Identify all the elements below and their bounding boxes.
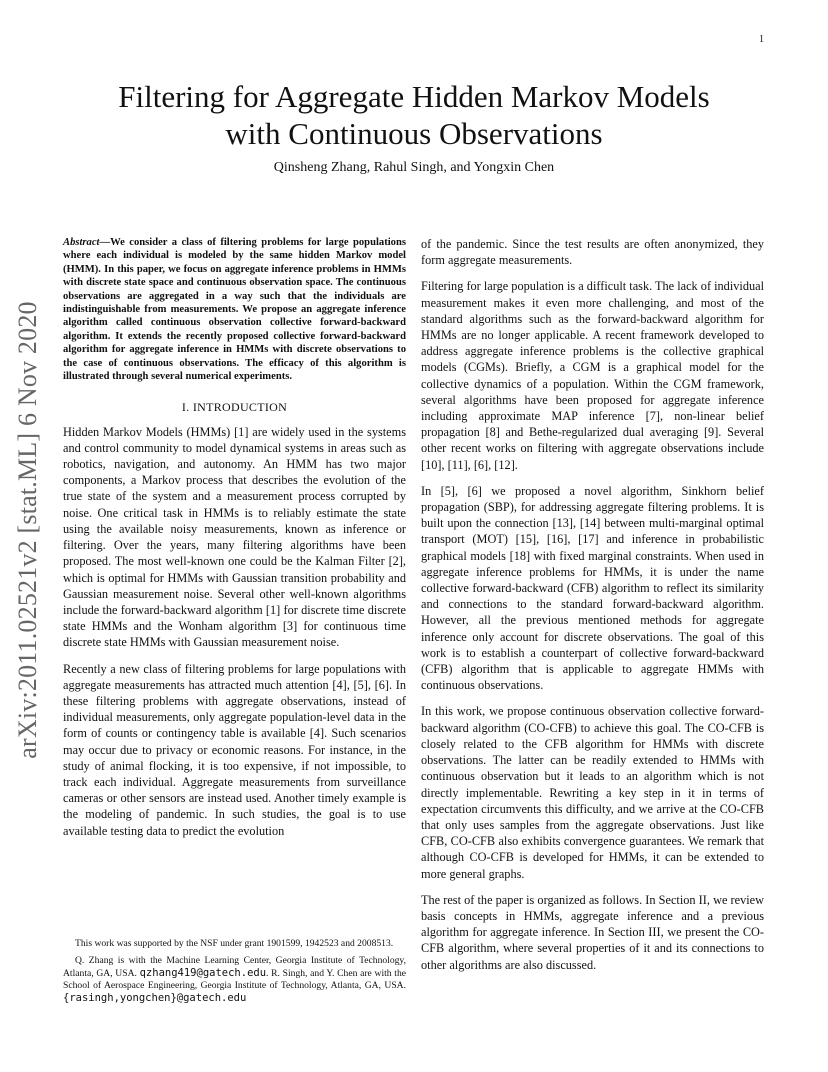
paragraph: The rest of the paper is organized as follows. In Section II, we review basis concepts in HMMs, aggregate inference and a previous algorithm for aggregate inference. In Section III, we present the CO-CFB algorithm, where several properties of it and its connections to other algorithms are also discussed.	[421, 892, 764, 972]
paper-title-line-2: with Continuous Observations	[225, 116, 603, 151]
section-title-rest: NTRODUCTION	[197, 400, 288, 415]
arxiv-identifier	[2, 280, 54, 780]
page-number: 1	[759, 34, 764, 45]
paragraph: In [5], [6] we proposed a novel algorithm, Sinkhorn belief propagation (SBP), for addressing aggregate filtering problems. It is built upon the connection [13], [14] between multi-marginal optimal transport (MOT) [15], [16], [17] and inference in probabilistic graphical models [18] with fixed marginal constraints. When used in aggregate inference problems for HMMs, it is under the name collective forward-backward (CFB) algorithm to reflect its similarity and connections to the standard forward-backward algorithm. However, all the previous mentioned methods for aggregate inference only account for discrete observations. The goal of this work is to establish a counterpart of collective forward-backward (CFB) algorithm that is applicable to aggregate HMMs with continuous observations.	[421, 483, 764, 693]
paragraph: Recently a new class of filtering problems for large populations with aggregate measurements has attracted much attention [4], [5], [6]. In these filtering problems with aggregate observations, instead of individual measurements, only aggregate population-level data in the form of counts or contingency table is available [4]. Such scenarios may occur due to privacy or economic reasons. For instance, in the study of animal flocking, it is too expensive, if not impossible, to track each individual. Aggregate measurements from surveillance cameras or other sensors are instead used. Another timely example is the modeling of pandemic. In such studies, the goal is to use available testing data to predict the evolution	[63, 661, 406, 838]
left-column	[63, 236, 406, 849]
abstract-text: —We consider a class of filtering problems for large populations where each individual is modeled by the same hidden Markov model (HMM). In this paper, we focus on aggregate inference problems in HMMs with discrete state space and continuous observation space. The continuous observations are aggregated in a way such that the individuals are indistinguishable from measurements. We propose an aggregate inference algorithm called continuous observation collective forward-backward algorithm. It extends the recently proposed collective forward-backward algorithm for aggregate inference in HMMs with discrete observations to the case of continuous observations. The efficacy of this algorithm is illustrated through several numerical experiments.	[63, 237, 406, 383]
paragraph: In this work, we propose continuous observation collective forward-backward algorithm (CO-CFB) to achieve this goal. The CO-CFB is closely related to the CFB algorithm for HMMs with discrete observations. The latter can be readily extended to HMMs with continuous observation but it leads to an algorithm which is not directly implementable. Rewriting a key step in it in terms of expectation circumvents this difficulty, and we arrive at the CO-CFB that only uses samples from the aggregate observations. Just like CFB, CO-CFB also exhibits convergence guarantees. We remark that although CO-CFB is developed for HMMs, it can be extended to more general graphs.	[421, 704, 764, 881]
affiliation-text-1: Q. Zhang is with the Machine Learning Center, Georgia Institute of Technology, Atlanta, GA, USA.	[63, 955, 406, 979]
paragraph: Filtering for large population is a difficult task. The lack of individual measurement makes it even more challenging, and most of the standard algorithms such as the forward-backward algorithm for HMMs are no longer applicable. A recent framework developed to address aggregate inference problems is the collective graphical models (CGMs). Briefly, a CGM is a graphical model for the collective dynamics of a population. Within the CGM framework, several algorithms have been proposed for aggregate inference including approximate MAP inference [7], non-linear belief propagation [8] and Bethe-regularized dual averaging [9]. Several other recent works on filtering with aggregate observations include [10], [11], [6], [12].	[421, 279, 764, 472]
email-link-singh-chen[interactable]: {rasingh,yongchen}@gatech.edu	[63, 992, 247, 1004]
paragraph: of the pandemic. Since the test results are often anonymized, they form aggregate measurements.	[421, 237, 764, 268]
section-heading-introduction	[63, 399, 406, 415]
right-column	[421, 236, 764, 983]
section-number: I.	[181, 400, 193, 415]
paragraph: Hidden Markov Models (HMMs) [1] are widely used in the systems and control community to model dynamical systems in areas such as robotics, navigation, and autonomy. An HMM has two major components, a Markov process that describes the evolution of the true state of the system and a measurement process corrupted by noise. One critical task in HMMs is to reliably estimate the state using the available noisy measurements, known as inference or filtering. Over the years, many filtering algorithms have been proposed. The most well-known one could be the Kalman Filter [2], which is optimal for HMMs with Gaussian transition probability and Gaussian measurement noise. Several other well-known algorithms include the forward-backward algorithm [1] for discrete time discrete state HMMs and the Wonham algorithm [3] for continuous time discrete state HMMs with Gaussian measurement noise.	[63, 424, 406, 650]
affiliation-text-2: . R. Singh, and Y. Chen are with the School of Aerospace Engineering, Georgia Institute of Technology, Atlanta, GA, USA.	[63, 968, 406, 991]
abstract	[63, 236, 406, 383]
author-list: Qinsheng Zhang, Rahul Singh, and Yongxin Chen	[273, 160, 555, 175]
paper-title	[64, 78, 764, 152]
arxiv-identifier-text: arXiv:2011.02521v2 [stat.ML] 6 Nov 2020	[13, 301, 42, 759]
footnotes	[63, 938, 406, 1010]
section-title-initial: I	[192, 400, 198, 415]
email-link-zhang[interactable]: qzhang419@gatech.edu	[139, 967, 267, 979]
affiliation-footnote	[63, 955, 406, 1005]
funding-footnote: This work was supported by the NSF under grant 1901599, 1942523 and 2008513.	[75, 938, 394, 949]
paper-title-line-1: Filtering for Aggregate Hidden Markov Models	[118, 79, 710, 114]
abstract-label: Abstract	[63, 237, 100, 248]
